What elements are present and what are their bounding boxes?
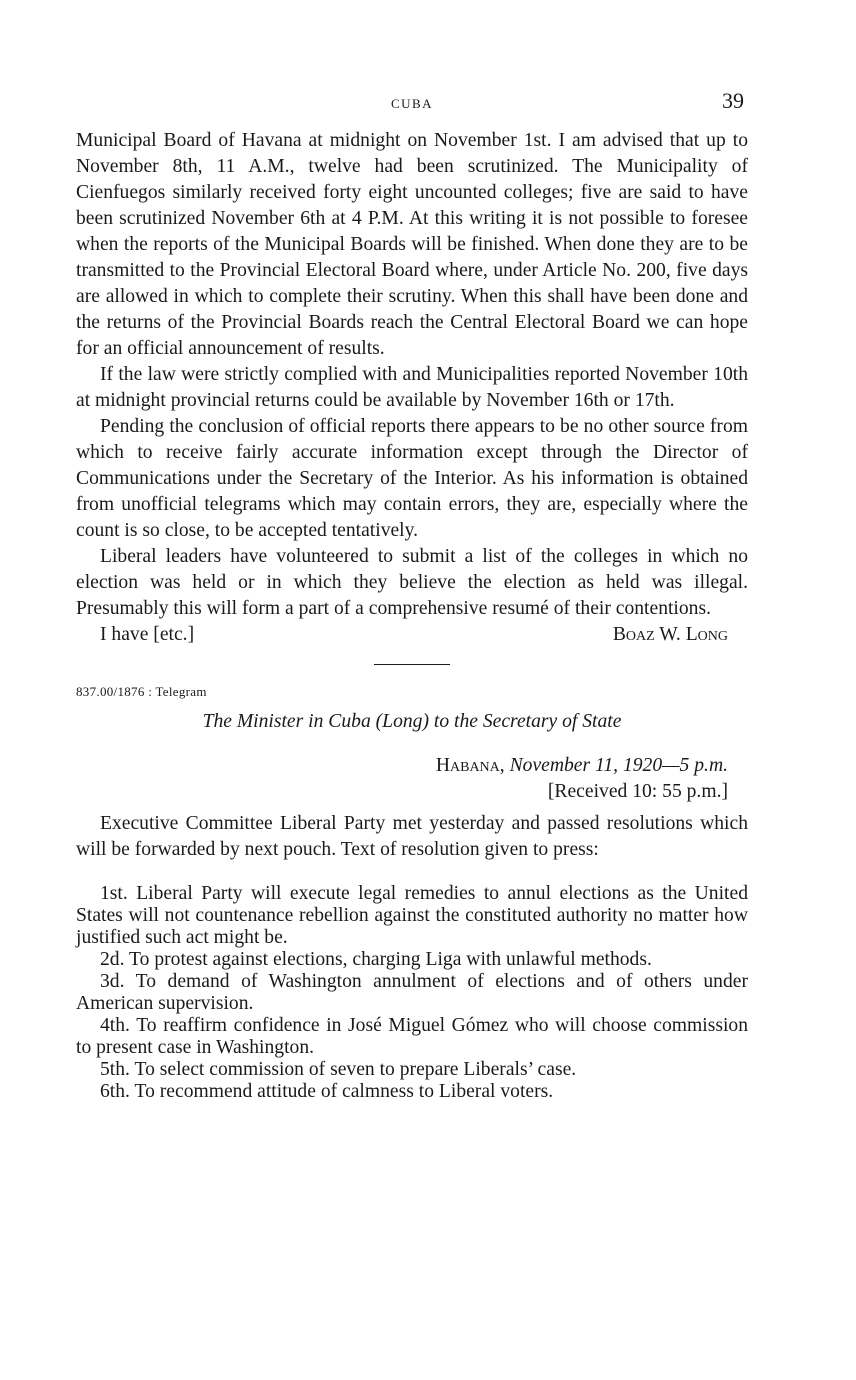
resolution-item: 1st. Liberal Party will execute legal remedies to annul elections as the United States will not countenance rebellion against the constituted authority no matter how justified such act might be. (76, 883, 748, 948)
paragraph: Liberal leaders have volunteered to submit a list of the colleges in which no election was held or in which they believe the election as held was illegal. Presumably this will form a part of a comprehensive resumé of their contentions. (76, 546, 748, 619)
paragraph: If the law were strictly complied with and Municipalities reported November 10th at midnight provincial returns could be available by November 16th or 17th. (76, 364, 748, 411)
received-note: [Received 10: 55 p.m.] (547, 781, 728, 802)
dateline (76, 753, 748, 779)
dateline-date: November 11, 1920—5 p.m. (509, 755, 728, 776)
resolution-item: 3d. To demand of Washington annulment of elections and of others under American supervision. (76, 971, 748, 1014)
paragraph: Pending the conclusion of official reports there appears to be no other source from which to receive fairly accurate information except through the Director of Communications under the Secretary of the Interior. As his information is obtained from unofficial telegrams which may contain errors, they are, especially where the count is so close, to be accepted tentatively. (76, 416, 748, 541)
dateline-place: Habana, (435, 755, 505, 776)
paragraph: Municipal Board of Havana at midnight on November 1st. I am advised that up to November 8th, 11 A.M., twelve had been scrutinized. The Municipality of Cienfuegos similarly received forty eight uncounted colleges; five are said to have been scrutinized November 6th at 4 P.M. At this writing it is not possible to foresee when the reports of the Municipal Boards will be finished. When done they are to be transmitted to the Provincial Electoral Board where, under Article No. 200, five days are allowed in which to complete their scrutiny. When this shall have been done and the returns of the Provincial Boards reach the Central Electoral Board we can hope for an official announcement of results. (76, 130, 748, 359)
resolution-item: 5th. To select commission of seven to prepare Liberals’ case. (100, 1059, 577, 1080)
running-head: CUBA (390, 96, 434, 111)
closing-phrase: I have [etc.] (100, 624, 195, 645)
continuation-text (76, 128, 748, 622)
resolutions-list (76, 883, 748, 1103)
page-number: 39 (722, 88, 744, 113)
page-header (76, 88, 748, 128)
document-page (76, 88, 748, 1103)
resolution-item: 6th. To recommend attitude of calmness to Liberal voters. (100, 1081, 554, 1102)
file-reference: 837.00/1876 : Telegram (76, 684, 207, 699)
paragraph: Executive Committee Liberal Party met yesterday and passed resolutions which will be forwarded by next pouch. Text of resolution given to press: (76, 813, 748, 860)
section-divider (374, 664, 450, 665)
resolution-item: 4th. To reaffirm confidence in José Miguel Gómez who will choose commission to present case in Washington. (76, 1015, 748, 1058)
signature: Boaz W. Long (612, 624, 728, 645)
letter-closing (76, 622, 748, 648)
document-title: The Minister in Cuba (Long) to the Secretary of State (202, 711, 622, 732)
telegram-body (76, 811, 748, 863)
resolution-item: 2d. To protest against elections, charging Liga with unlawful methods. (100, 949, 652, 970)
